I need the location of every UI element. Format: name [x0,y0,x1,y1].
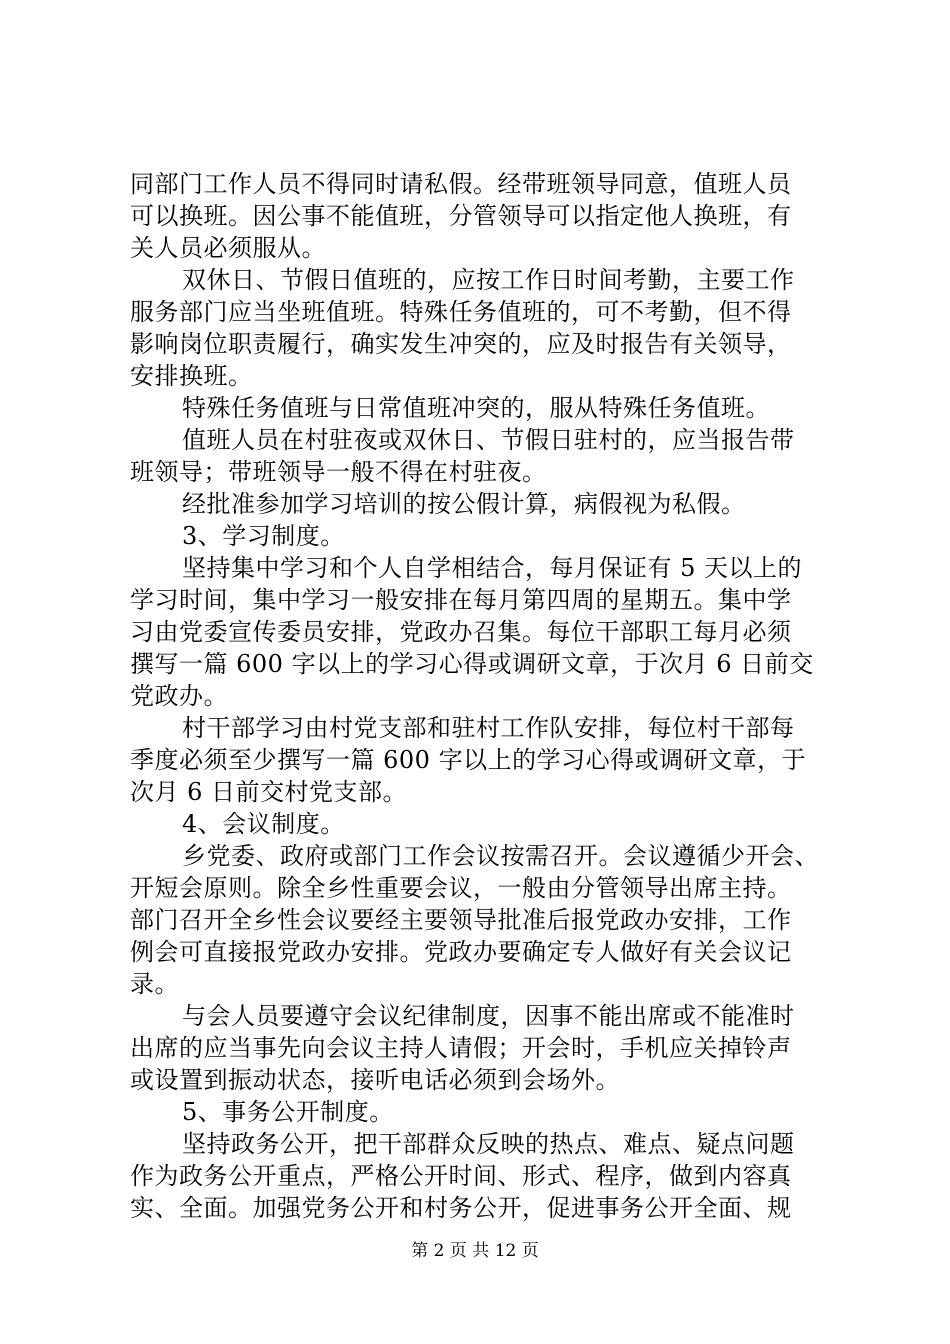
text-line: 学习时间，集中学习一般安排在每月第四周的星期五。集中学 [130,586,792,614]
text-line: 关人员必须服从。 [130,234,326,262]
text-line: 党政办。 [130,682,228,710]
text-line: 双休日、节假日值班的，应按工作日时间考勤，主要工作 [182,266,795,294]
section-heading: 4、会议制度。 [182,810,345,838]
text-line: 经批准参加学习培训的按公假计算，病假视为私假。 [182,490,746,518]
text-line: 乡党委、政府或部门工作会议按需召开。会议遵循少开会、 [182,842,819,870]
text-line: 出席的应当事先向会议主持人请假；开会时，手机应关掉铃声 [130,1034,792,1062]
text-line: 值班人员在村驻夜或双休日、节假日驻村的，应当报告带 [182,426,795,454]
text-line: 坚持政务公开，把干部群众反映的热点、难点、疑点问题 [182,1130,795,1158]
text-line: 特殊任务值班与日常值班冲突的，服从特殊任务值班。 [182,394,770,422]
text-line: 部门召开全乡性会议要经主要领导批准后报党政办安排，工作 [130,906,792,934]
text-line: 坚持集中学习和个人自学相结合，每月保证有 5 天以上的 [182,554,803,582]
text-line: 次月 6 日前交村党支部。 [130,778,408,806]
text-line: 班领导；带班领导一般不得在村驻夜。 [130,458,547,486]
text-line: 开短会原则。除全乡性重要会议，一般由分管领导出席主持。 [130,874,792,902]
text-line: 影响岗位职责履行，确实发生冲突的，应及时报告有关领导， [130,330,792,358]
text-line: 或设置到振动状态，接听电话必须到会场外。 [130,1066,620,1094]
body-text [130,168,830,1224]
text-line: 村干部学习由村党支部和驻村工作队安排，每位村干部每 [182,714,795,742]
text-line: 同部门工作人员不得同时请私假。经带班领导同意，值班人员 [130,170,792,198]
page-footer: 第 2 页 共 12 页 [411,1241,539,1261]
text-line: 例会可直接报党政办安排。党政办要确定专人做好有关会议记 [130,938,792,966]
text-line: 习由党委宣传委员安排，党政办召集。每位干部职工每月必须 [130,618,792,646]
text-line: 录。 [130,970,179,998]
text-line: 安排换班。 [130,362,253,390]
text-line: 服务部门应当坐班值班。特殊任务值班的，可不考勤，但不得 [130,298,792,326]
text-line: 与会人员要遵守会议纪律制度，因事不能出席或不能准时 [182,1002,795,1030]
text-line: 实、全面。加强党务公开和村务公开，促进事务公开全面、规 [130,1194,792,1222]
section-heading: 3、学习制度。 [182,522,345,550]
text-line: 可以换班。因公事不能值班，分管领导可以指定他人换班，有 [130,202,792,230]
section-heading: 5、事务公开制度。 [182,1098,394,1126]
text-line: 撰写一篇 600 字以上的学习心得或调研文章，于次月 6 日前交 [130,650,814,678]
text-line: 作为政务公开重点，严格公开时间、形式、程序，做到内容真 [130,1162,792,1190]
text-line: 季度必须至少撰写一篇 600 字以上的学习心得或调研文章，于 [130,746,807,774]
